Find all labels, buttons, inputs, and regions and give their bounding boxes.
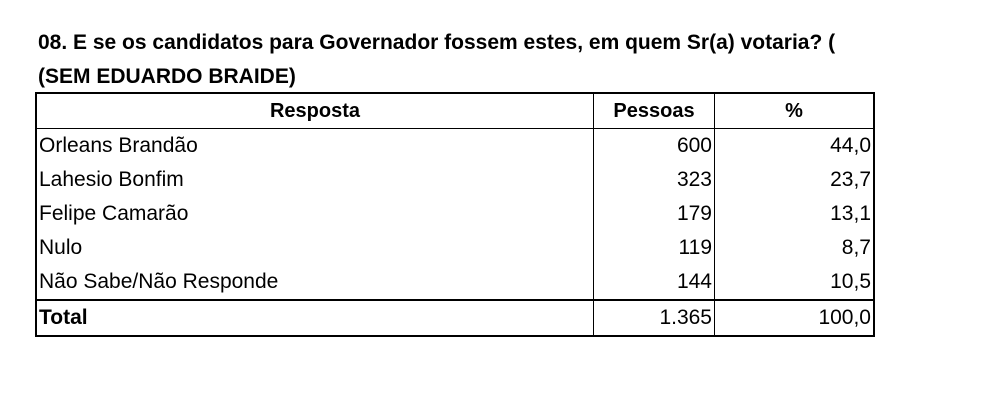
cell-resposta: Não Sabe/Não Responde	[36, 265, 594, 300]
cell-percent: 10,5	[830, 270, 871, 293]
table-row	[36, 197, 874, 231]
cell-percent: 44,0	[830, 134, 871, 157]
column-header-percent: %	[715, 93, 875, 129]
table-row	[36, 265, 874, 300]
cell-pessoas: 144	[594, 265, 715, 300]
cell-percent: 23,7	[830, 168, 871, 191]
table-row	[36, 129, 874, 164]
results-table	[35, 92, 875, 337]
cell-pessoas: 119	[594, 231, 715, 265]
cell-resposta: Felipe Camarão	[36, 197, 594, 231]
total-label: Total	[36, 300, 594, 336]
column-header-pessoas: Pessoas	[594, 93, 715, 129]
cell-pessoas: 323	[594, 163, 715, 197]
table-header-row	[36, 93, 874, 129]
total-pessoas: 1.365	[594, 300, 715, 336]
cell-resposta: Orleans Brandão	[36, 129, 594, 164]
question-heading: 08. E se os candidatos para Governador fossem estes, em quem Sr(a) votaria? (	[38, 31, 836, 54]
cell-pessoas: 600	[594, 129, 715, 164]
cell-resposta: Lahesio Bonfim	[36, 163, 594, 197]
table-row	[36, 163, 874, 197]
subtitle-heading: (SEM EDUARDO BRAIDE)	[38, 65, 296, 88]
table-row	[36, 231, 874, 265]
total-percent: 100,0	[715, 300, 875, 336]
cell-pessoas: 179	[594, 197, 715, 231]
column-header-resposta: Resposta	[36, 93, 594, 129]
cell-percent: 8,7	[841, 236, 871, 259]
cell-percent: 13,1	[830, 202, 871, 225]
table-total-row	[36, 300, 874, 336]
cell-resposta: Nulo	[36, 231, 594, 265]
